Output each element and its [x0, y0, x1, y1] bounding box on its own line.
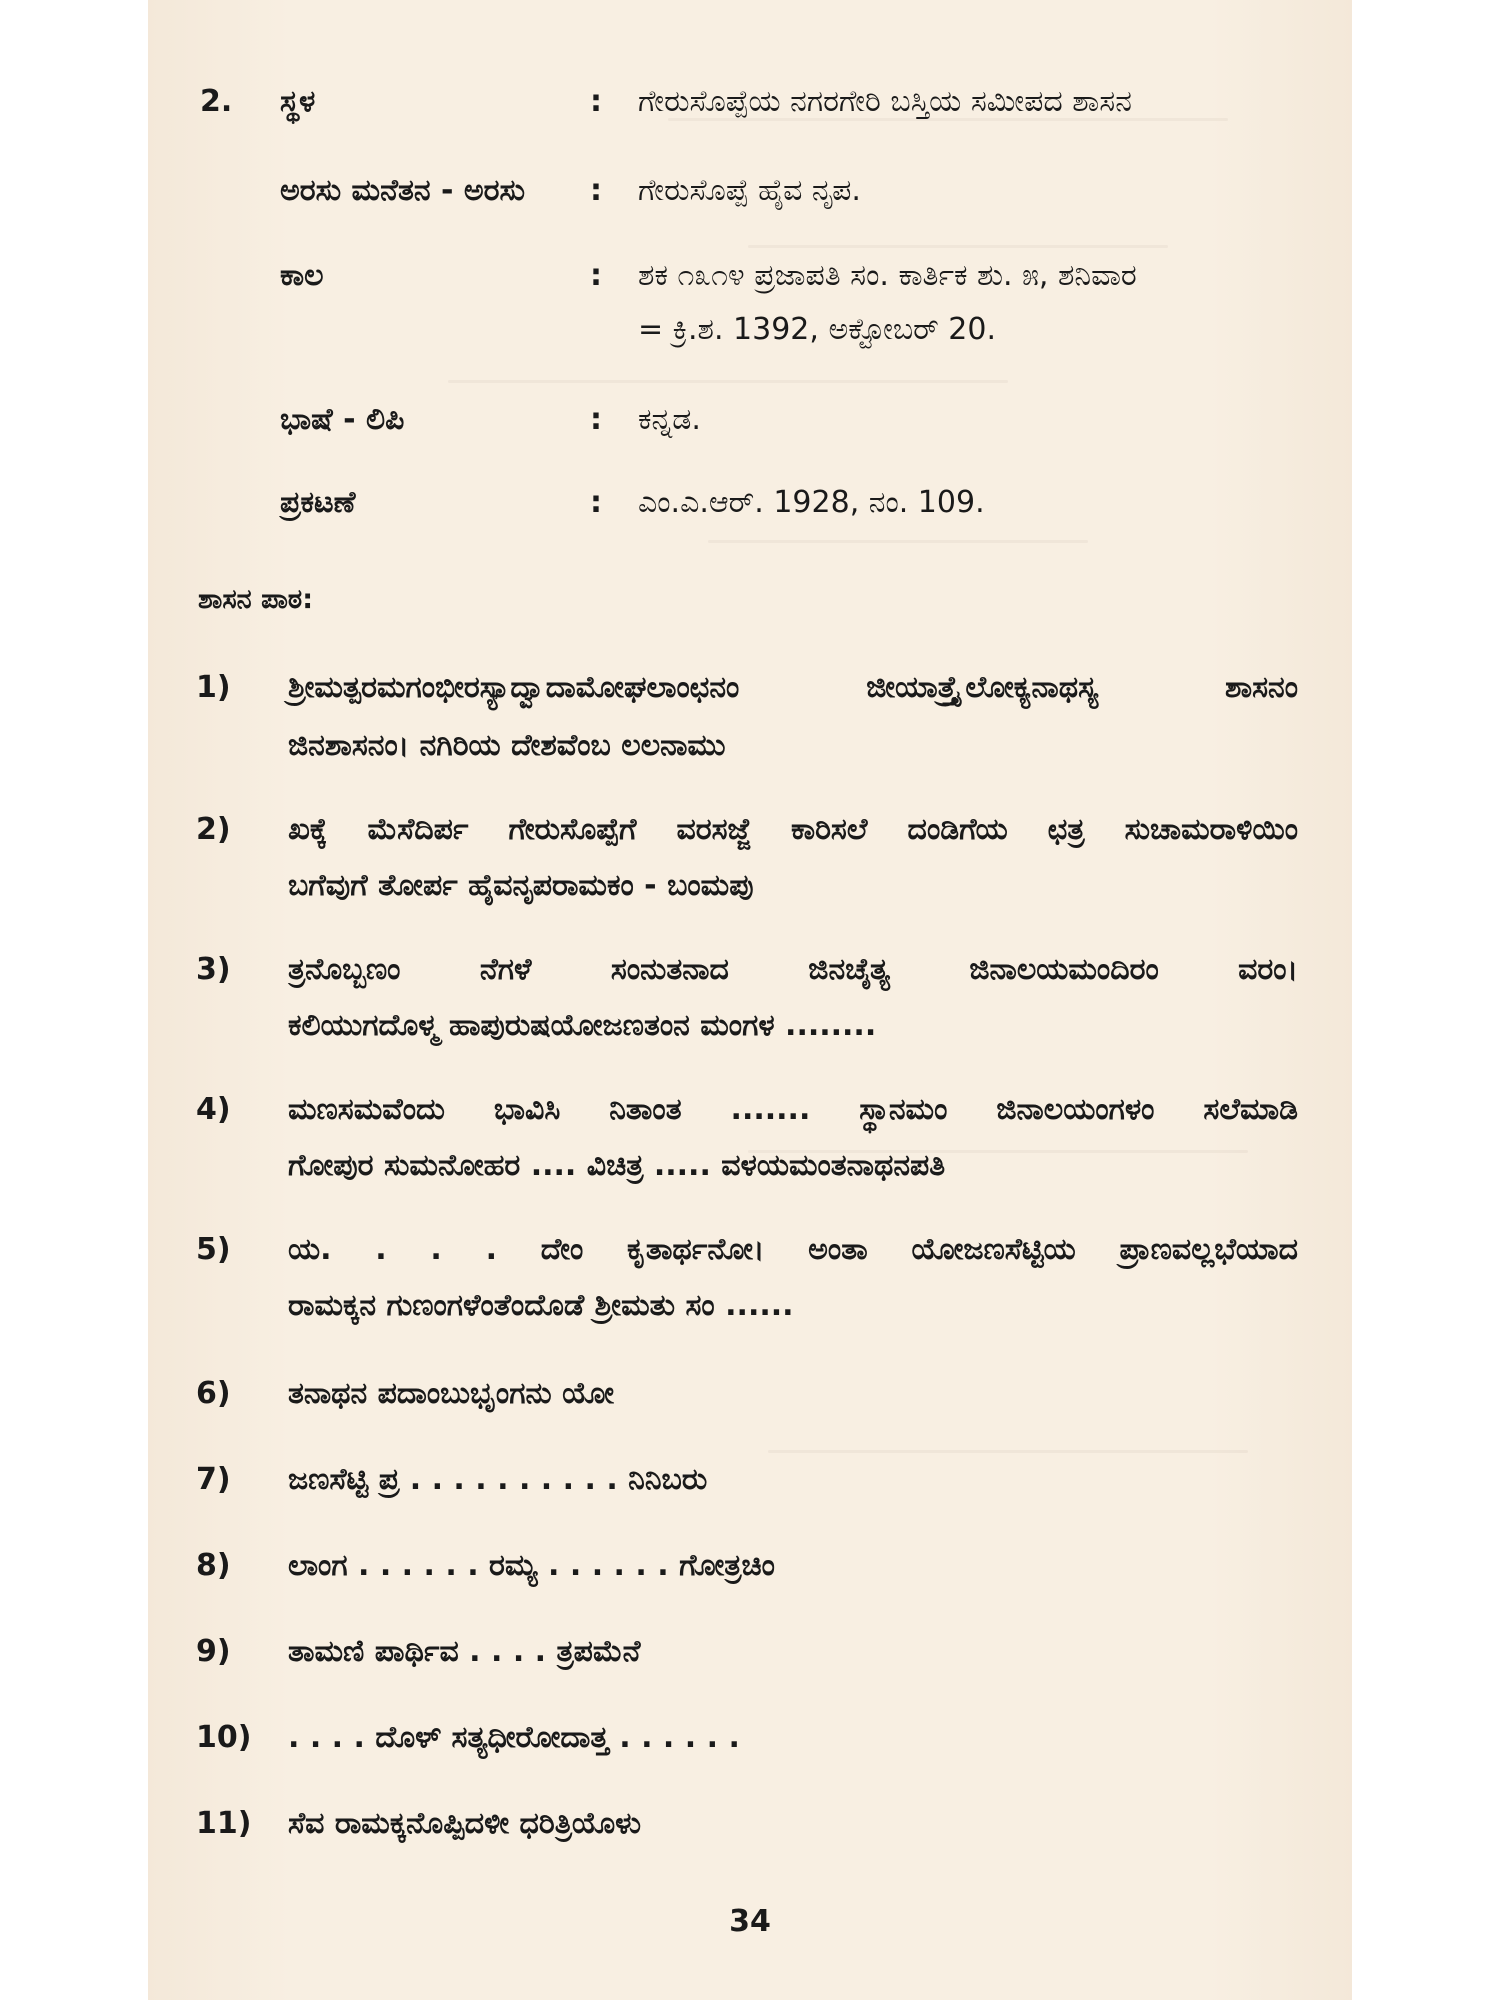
line-text-first: ತಾಮಣಿ ಪಾರ್ಥಿವ . . . . ತ್ರಪಮೆನೆ [288, 1634, 641, 1669]
line-text-second: ಜಿನಶಾಸನಂ। ನಗಿರಿಯ ದೇಶವೆಂಬ ಲಲನಾಮು [288, 728, 726, 763]
line-number: 11) [196, 1806, 252, 1841]
publication-value: ಎಂ.ಎ.ಆರ್. 1928, ನಂ. 109. [638, 485, 985, 520]
colon: : [590, 258, 602, 293]
period-value-line2: = ಕ್ರಿ.ಶ. 1392, ಅಕ್ಟೋಬರ್ 20. [638, 312, 996, 347]
book-page [148, 0, 1352, 2000]
line-text-second: ರಾಮಕ್ಕನ ಗುಣಂಗಳೆಂತೆಂದೊಡೆ ಶ್ರೀಮತು ಸಂ ...... [288, 1288, 794, 1323]
location-label: ಸ್ಥಳ [280, 84, 316, 119]
line-text-first: ಮಣಸಮವೆಂದು ಭಾವಿಸಿ ನಿತಾಂತ ....... ಸ್ಥಾನಮಂ ಜಿನಾಲಯಂಗಳಂ ಸಲೆಮಾಡಿ [288, 1092, 1298, 1127]
show-through-mark [708, 540, 1088, 543]
ruler-label: ಅರಸು ಮನೆತನ - ಅರಸು [280, 173, 525, 208]
period-value-line1: ಶಕ ೧೩೧೪ ಪ್ರಜಾಪತಿ ಸಂ. ಕಾರ್ತಿಕ ಶು. ೫, ಶನಿವಾರ [638, 258, 1137, 293]
section-title: ಶಾಸನ ಪಾಠ: [198, 584, 313, 615]
line-number: 10) [196, 1720, 252, 1755]
language-label: ಭಾಷೆ - ಲಿಪಿ [280, 402, 405, 437]
line-text-first: ಸೆವ ರಾಮಕ್ಕನೊಪ್ಪಿದಳೀ ಧರಿತ್ರಿಯೊಳು [288, 1806, 641, 1841]
line-text-first: ಯ. . . . ದೇಂ ಕೃತಾರ್ಥನೋ। ಅಂತಾ ಯೋಜಣಸೆಟ್ಟಿಯ ಪ್ರಾಣವಲ್ಲಭೆಯಾದ [288, 1232, 1298, 1267]
line-number: 3) [196, 952, 231, 987]
show-through-mark [448, 380, 1008, 383]
line-text-second: ಬಗೆವುಗೆ ತೋರ್ಪ ಹೈವನೃಪರಾಮಕಂ - ಬಂಮಪು [288, 868, 754, 903]
line-number: 5) [196, 1232, 231, 1267]
colon: : [590, 84, 602, 119]
colon: : [590, 485, 602, 520]
entry-number: 2. [200, 84, 233, 119]
line-text-first: . . . . ದೊಳ್ ಸತ್ಯಧೀರೋದಾತ್ತ . . . . . . [288, 1720, 740, 1755]
line-number: 4) [196, 1092, 231, 1127]
line-text-first: ತ್ರನೊಬ್ಬಣಂ ನೆಗಳೆ ಸಂನುತನಾದ ಜಿನಚೈತ್ಯ ಜಿನಾಲಯಮಂದಿರಂ ವರಂ। [288, 952, 1298, 987]
location-value: ಗೇರುಸೊಪ್ಪೆಯ ನಗರಗೇರಿ ಬಸ್ತಿಯ ಸಮೀಪದ ಶಾಸನ [638, 84, 1132, 119]
line-number: 9) [196, 1634, 231, 1669]
line-text-first: ತನಾಥನ ಪದಾಂಬುಭೃಂಗನು ಯೋ [288, 1376, 614, 1411]
colon: : [590, 173, 602, 208]
line-number: 6) [196, 1376, 231, 1411]
line-text-second: ಕಲಿಯುಗದೊಳ್ಮ ಹಾಪುರುಷಯೋಜಣತಂನ ಮಂಗಳ ........ [288, 1008, 877, 1043]
page-number: 34 [729, 1904, 771, 1939]
line-number: 7) [196, 1462, 231, 1497]
language-value: ಕನ್ನಡ. [638, 402, 701, 437]
line-text-second: ಗೋಪುರ ಸುಮನೋಹರ .... ವಿಚಿತ್ರ ..... ವಳಯಮಂತನಾಥನಪತಿ [288, 1148, 946, 1183]
line-number: 8) [196, 1548, 231, 1583]
publication-label: ಪ್ರಕಟಣೆ [280, 485, 356, 520]
line-number: 2) [196, 812, 231, 847]
period-label: ಕಾಲ [280, 258, 324, 293]
colon: : [590, 402, 602, 437]
line-text-first: ಜಣಸೆಟ್ಟಿ ಪ್ರ . . . . . . . . . . ನಿನಿಬರು [288, 1462, 708, 1497]
line-number: 1) [196, 670, 231, 705]
line-text-first: ಲಾಂಗ . . . . . . ರಮ್ಯ . . . . . . ಗೋತ್ರಚಿಂ [288, 1548, 775, 1583]
line-text-first: ಖಕ್ಕೆ ಮೆಸೆದಿರ್ಪ ಗೇರುಸೊಪ್ಪೆಗೆ ವರಸಜ್ಜೆ ಕಾರಿಸಲೆ ದಂಡಿಗೆಯ ಛತ್ರ ಸುಚಾಮರಾಳಿಯಿಂ [288, 812, 1298, 847]
line-text-first: ಶ್ರೀಮತ್ಪರಮಗಂಭೀರಸ್ಯಾದ್ವಾದಾಮೋಘಲಾಂಛನಂ ಜೀಯಾತ್ತ್ರೈಲೋಕ್ಯನಾಥಸ್ಯ ಶಾಸನಂ [288, 670, 1298, 705]
ruler-value: ಗೇರುಸೊಪ್ಪೆ ಹೈವ ನೃಪ. [638, 173, 861, 208]
